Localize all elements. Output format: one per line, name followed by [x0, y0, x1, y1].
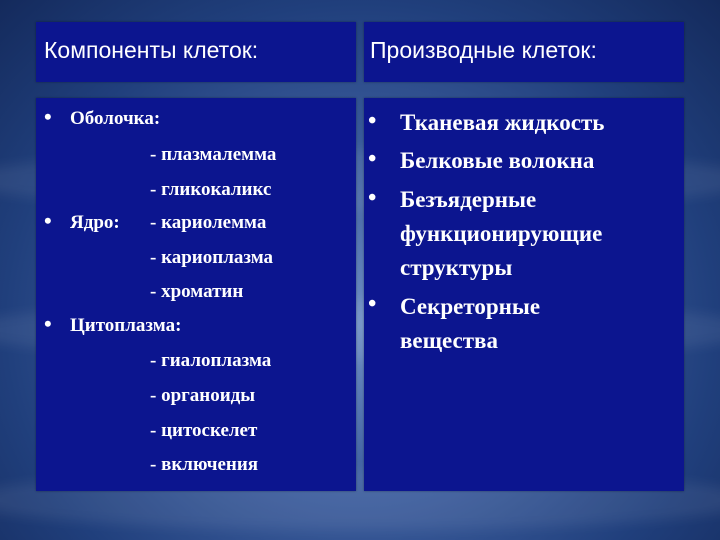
item-nucleus: Ядро: — [70, 212, 120, 233]
item-anucleate-line1: Безъядерные — [400, 187, 537, 212]
components-list — [36, 98, 356, 491]
item-anucleate-line2: функционирующие — [400, 221, 603, 246]
item-inclusions: - включения — [150, 454, 259, 475]
item-membrane: Оболочка: — [70, 108, 161, 129]
item-secretory-line2: вещества — [400, 328, 498, 353]
header-derivatives-text: Производные клеток: — [370, 37, 597, 63]
item-plasmalemma: - плазмалемма — [150, 144, 277, 165]
header-components — [36, 22, 356, 82]
bullet-icon: • — [44, 311, 52, 336]
bullet-icon: • — [368, 291, 377, 317]
bullet-icon: • — [368, 108, 377, 134]
bullet-icon: • — [368, 146, 377, 172]
item-cytoplasm: Цитоплазма: — [70, 315, 182, 336]
item-cytoskeleton: - цитоскелет — [150, 420, 258, 441]
item-karyoplasm: - кариоплазма — [150, 247, 274, 268]
item-chromatin: - хроматин — [150, 281, 244, 302]
item-hyaloplasm: - гиалоплазма — [150, 350, 272, 371]
derivatives-list — [364, 98, 684, 491]
item-secretory-line1: Секреторные — [400, 294, 541, 319]
item-glycocalyx: - гликокаликс — [150, 179, 272, 200]
bullet-icon: • — [368, 185, 377, 211]
bullet-icon: • — [44, 104, 52, 129]
item-organelles: - органоиды — [150, 385, 256, 406]
header-components-text: Компоненты клеток: — [44, 37, 259, 63]
bullet-icon: • — [44, 208, 52, 233]
item-protein-fibers: Белковые волокна — [400, 148, 595, 173]
item-tissue-fluid: Тканевая жидкость — [400, 110, 605, 135]
item-karyolemma: - кариолемма — [150, 212, 267, 233]
item-anucleate-line3: структуры — [400, 255, 513, 280]
header-derivatives — [364, 22, 684, 82]
